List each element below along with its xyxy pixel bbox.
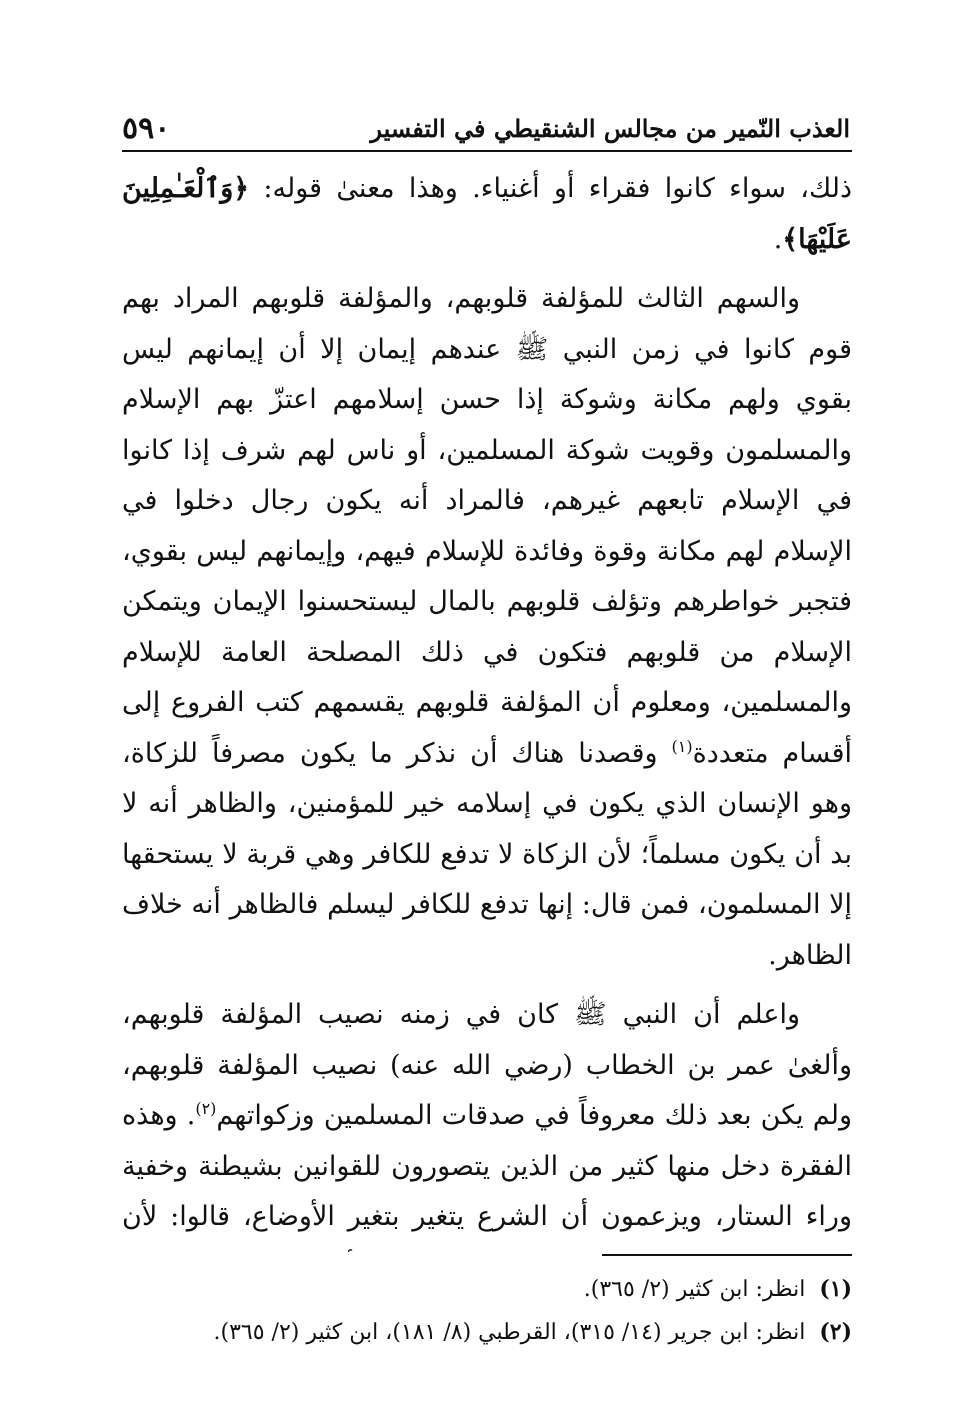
footnote-1-number: (١) [819, 1276, 852, 1302]
paragraph-1-text: ذلك، سواء كانوا فقراء أو أغنياء. وهذا معنىٰ قوله: [249, 173, 852, 204]
paragraph-2 [122, 274, 852, 981]
paragraph-3 [122, 990, 852, 1252]
running-header [122, 100, 850, 144]
footnote-2 [122, 1311, 852, 1354]
footnote-1-text: انظر: ابن كثير (٢/ ٣٦٥). [583, 1277, 806, 1302]
footnote-1 [122, 1268, 852, 1311]
footnote-2-text: انظر: ابن جرير (١٤/ ٣١٥)، القرطبي (٨/ ١٨١)، ابن كثير (٢/ ٣٦٥). [213, 1320, 806, 1345]
footnote-ref-2[interactable]: (٢) [195, 1099, 217, 1118]
header-title: العذب النّمير من مجالس الشنقيطي في التفسير [370, 114, 850, 143]
footnotes [122, 1268, 852, 1354]
paragraph-1 [122, 164, 852, 265]
footnote-ref-1[interactable]: (١) [671, 736, 693, 756]
paragraph-2-text-a: والسهم الثالث للمؤلفة قلوبهم، والمؤلفة قلوبهم المراد بهم قوم كانوا في زمن النبي ﷺ عندهم إيمان إلا أن إيمانهم ليس بقوي ولهم مكانة وشوكة إذا حسن إسلامهم اعتزّ بهم الإسلام والمسلمون وقويت شوكة المسلمين، أو ناس لهم شرف إذا كانوا في الإسلام تابعهم غيرهم، فالمراد أنه يكون رجال دخلوا في الإسلام لهم مكانة وقوة وفائدة للإسلام فيهم، وإيمانهم ليس بقوي، فتجبر خواطرهم وتؤلف قلوبهم بالمال ليستحسنوا الإيمان ويتمكن الإسلام من قلوبهم فتكون في ذلك المصلحة العامة للإسلام والمسلمين، ومعلوم أن المؤلفة قلوبهم يقسمهم كتب الفروع إلى أقسام متعددة [122, 283, 852, 769]
paragraph-3-text-b: . وهذه الفقرة دخل منها كثير من الذين يتصورون للقوانين بشيطنة وخفية وراء الستار، ويزعمون أن الشرع يتغير بتغير الأوضاع، قالوا: لأن [122, 1100, 852, 1232]
page-number: ٥٩٠ [122, 111, 171, 146]
footnote-rule [602, 1254, 852, 1256]
paragraph-1-end: . [773, 223, 783, 255]
footnote-2-number: (٢) [819, 1319, 852, 1345]
paragraph-3-text-a: واعلم أن النبي ﷺ كان في زمنه نصيب المؤلفة قلوبهم، وألغىٰ عمر بن الخطاب (رضي الله عنه) نصيب المؤلفة قلوبهم، ولم يكن بعد ذلك معروفاً في صدقات المسلمين وزكواتهم [122, 999, 852, 1131]
quran-verse: ﴿وَٱلْعَـٰمِلِينَ عَلَيْهَا﴾ [122, 173, 852, 255]
paragraph-2-text-b: وقصدنا هناك أن نذكر ما يكون مصرفاً للزكاة، وهو الإنسان الذي يكون في إسلامه خير للمؤمنين، والظاهر أنه لا بد أن يكون مسلماً؛ لأن الزكاة لا تدفع للكافر وهي قربة لا يستحقها إلا المسلمون، فمن قال: إنها تدفع للكافر ليسلم فالظاهر أنه خلاف الظاهر. [122, 737, 852, 971]
header-rule [122, 150, 852, 152]
body-text [122, 164, 852, 1252]
